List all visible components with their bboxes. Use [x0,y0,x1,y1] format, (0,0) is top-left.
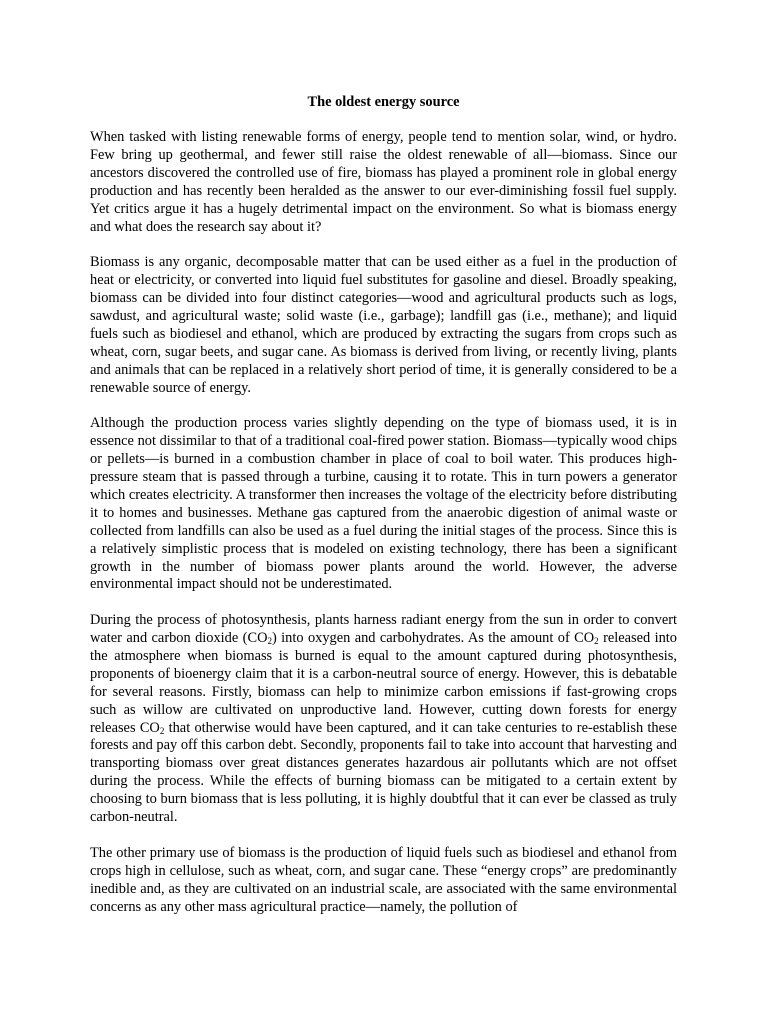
paragraph-4-text-1: During the process of photosynthesis, plants harness radiant energy from the sun in order to convert water and carbon dioxide (CO [90,612,677,647]
paragraph-3: Although the production process varies slightly depending on the type of biomass used, it is in essence not dissimilar to that of a traditional coal-fired power station. Biomass—typically wood chips or pellets—is burned in a combustion chamber in place of coal to boil water. This produces high-pressure steam that is passed through a turbine, causing it to rotate. This in turn powers a generator which creates electricity. A transformer then increases the voltage of the electricity before distributing it to homes and businesses. Methane gas captured from the anaerobic digestion of animal waste or collected from landfills can also be used as a fuel during the initial stages of the process. Since this is a relatively simplistic process that is modeled on existing technology, there has been a significant growth in the number of biomass power plants around the world. However, the adverse environmental impact should not be underestimated. [90,415,677,593]
subscript-2: 2 [267,636,272,647]
paragraph-5: The other primary use of biomass is the production of liquid fuels such as biodiesel and ethanol from crops high in cellulose, such as wheat, corn, and sugar cane. These “energy crops” are predominantly inedible and, as they are cultivated on an industrial scale, are associated with the same environmental concerns as any other mass agricultural practice—namely, the pollution of [90,844,677,915]
paragraph-4-text-2: ) into oxygen and carbohydrates. As the amount of CO [271,630,595,647]
subscript-2: 2 [159,725,165,736]
paragraph-4-text-3: released into the atmosphere when biomass is burned is equal to the amount captured during photosynthesis, proponents of bioenergy claim that it is a carbon-neutral source of energy. However, this is debatable for several reasons. Firstly, biomass can help to minimize carbon emissions if fast-growing crops such as willow are cultivated on unproductive land. However, cutting down forests for energy releases CO [90,630,678,736]
paragraph-2: Biomass is any organic, decomposable matter that can be used either as a fuel in the production of heat or electricity, or converted into liquid fuel substitutes for gasoline and diesel. Broadly speaking, biomass can be divided into four distinct categories—wood and agricultural products such as logs, sawdust, and agricultural waste; solid waste (i.e., garbage); landfill gas (i.e., methane); and liquid fuels such as biodiesel and ethanol, which are produced by extracting the sugars from crops such as wheat, corn, sugar beets, and sugar cane. As biomass is derived from living, or recently living, plants and animals that can be replaced in a relatively short period of time, it is generally considered to be a renewable source of energy. [90,254,677,396]
document-title: The oldest energy source [307,94,460,110]
paragraph-4 [90,612,677,827]
subscript-2: 2 [594,636,599,647]
document-body [90,92,677,916]
paragraph-1: When tasked with listing renewable forms of energy, people tend to mention solar, wind, or hydro. Few bring up geothermal, and fewer still raise the oldest renewable of all—biomass. Since our ancestors discovered the controlled use of fire, biomass has played a prominent role in global energy production and has recently been heralded as the answer to our ever-diminishing fossil fuel supply. Yet critics argue it has a hugely detrimental impact on the environment. So what is biomass energy and what does the research say about it? [90,129,677,235]
paragraph-4-text-4: that otherwise would have been captured, and it can take centuries to re-establish these forests and pay off this carbon debt. Secondly, proponents fail to take into account that harvesting and transporting biomass over great distances generates hazardous air pollutants which are not offset during the process. While the effects of burning biomass can be mitigated to a certain extent by choosing to burn biomass that is less polluting, it is highly doubtful that it can ever be classed as truly carbon-neutral. [90,719,677,826]
